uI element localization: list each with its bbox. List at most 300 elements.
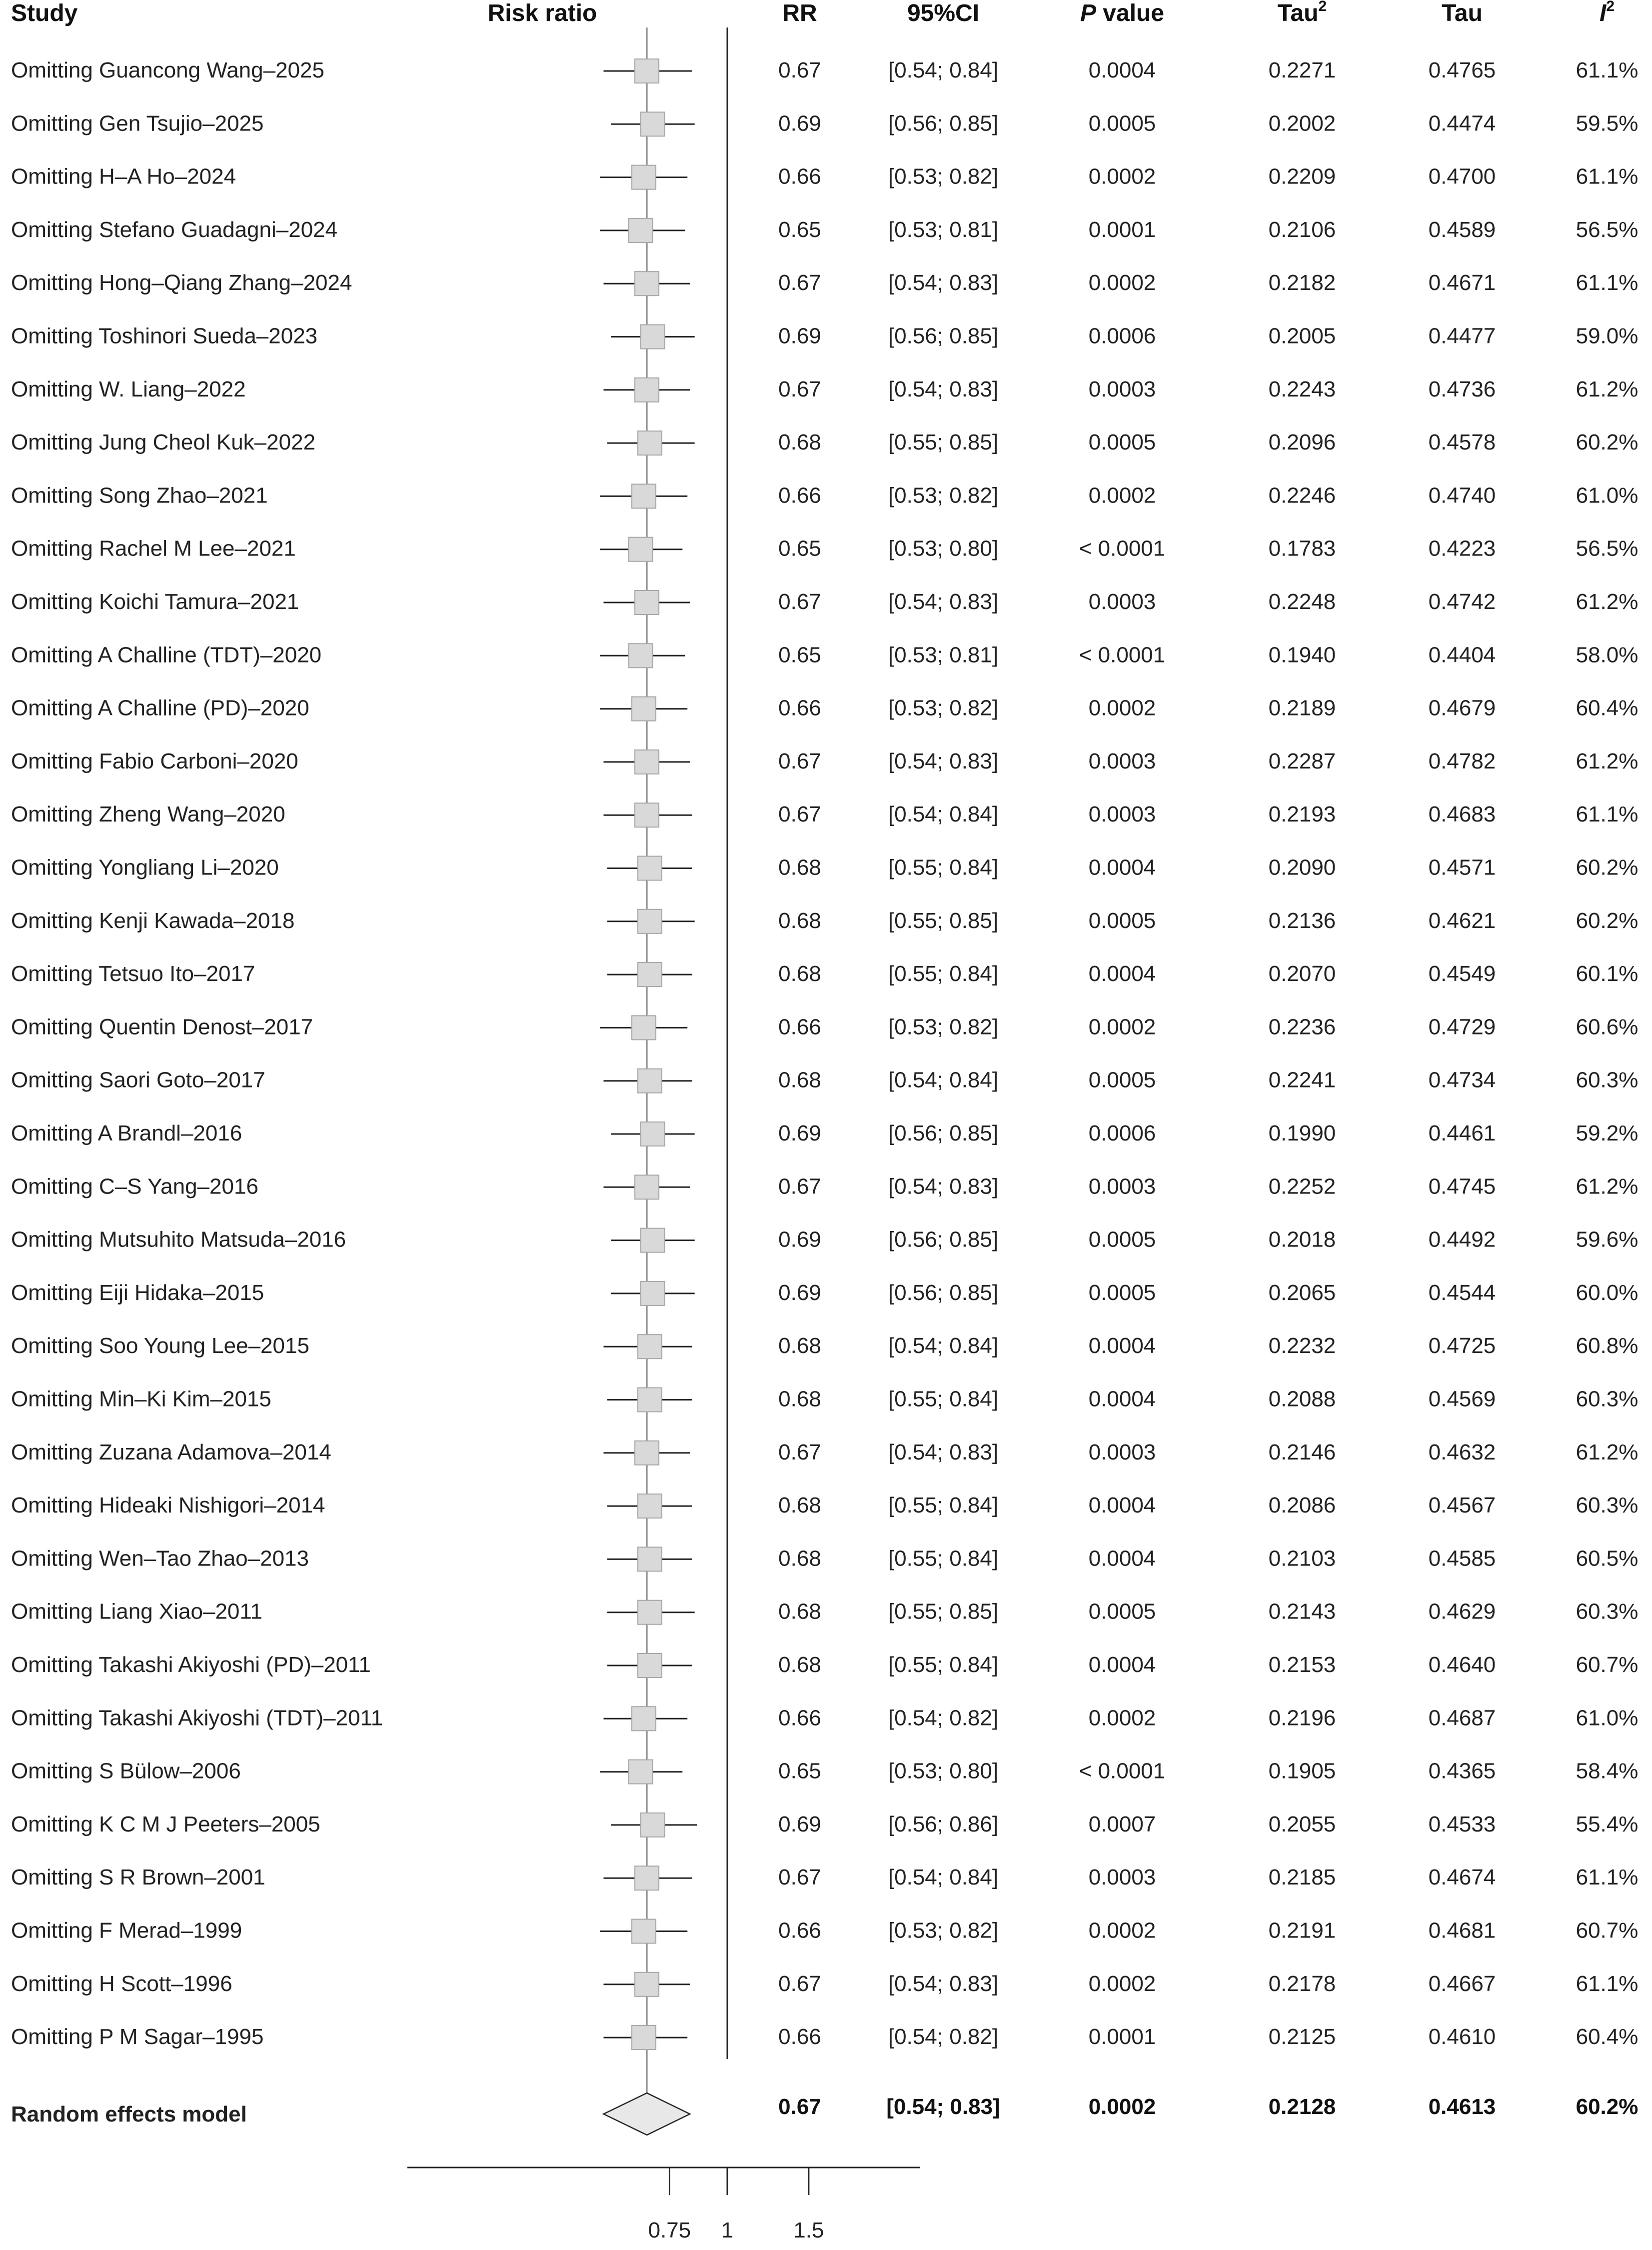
ci-value: [0.54; 0.83] [888,590,999,614]
tau-value: 0.4740 [1428,483,1496,508]
rr-value: 0.67 [778,58,821,82]
ci-value: [0.53; 0.81] [888,642,999,668]
x-tick-label: 1 [721,2218,734,2242]
tau2-value: 0.2090 [1268,855,1336,880]
rr-value: 0.67 [778,1174,821,1199]
p-value: 0.0005 [1088,1227,1156,1252]
tau2-value: 0.2106 [1268,217,1336,242]
i2-value: 60.0% [1576,1280,1639,1305]
tau-value: 0.4578 [1428,430,1496,455]
effect-box [638,1388,662,1412]
header-study: Study [11,0,78,26]
effect-box [638,1600,662,1624]
i2-value: 61.2% [1576,1440,1639,1464]
study-label: Omitting W. Liang–2022 [11,376,246,402]
effect-box [632,1706,656,1730]
ci-value: [0.54; 0.83] [888,1971,999,1996]
study-row [11,1759,1638,1784]
effect-box [635,1175,659,1199]
effect-box [641,1228,665,1252]
rr-value: 0.67 [778,1440,821,1464]
ci-value: [0.56; 0.85] [888,1280,999,1305]
i2-value: 61.1% [1576,58,1639,82]
ci-value: [0.54; 0.84] [888,802,999,827]
ci-value: [0.53; 0.80] [888,1758,999,1784]
tau-value: 0.4745 [1428,1174,1496,1199]
tau-value: 0.4544 [1428,1280,1496,1305]
p-value: 0.0006 [1088,324,1156,348]
study-row [11,696,1638,721]
p-value: 0.0002 [1088,1971,1156,1996]
ci-value: [0.55; 0.85] [888,1599,999,1624]
study-label: Omitting Gen Tsujio–2025 [11,111,264,136]
i2-value: 60.2% [1576,430,1639,455]
ci-value: [0.53; 0.80] [888,536,999,561]
tau2-value: 0.1905 [1268,1758,1336,1784]
i2-value: 60.7% [1576,1652,1639,1677]
study-label: Omitting Hong–Qiang Zhang–2024 [11,270,352,296]
summary-tau: 0.4613 [1428,2094,1496,2119]
p-value: 0.0005 [1088,111,1156,136]
tau2-value: 0.2070 [1268,962,1336,986]
study-row [11,483,1638,508]
effect-box [638,910,662,934]
ci-value: [0.53; 0.82] [888,696,999,720]
study-label: Omitting Toshinori Sueda–2023 [11,324,318,348]
ci-value: [0.54; 0.84] [888,1865,999,1890]
rr-value: 0.68 [778,1386,821,1412]
p-value: 0.0002 [1088,1014,1156,1040]
header-rr: RR [782,0,817,26]
p-value: 0.0001 [1088,217,1156,242]
p-value: 0.0006 [1088,1121,1156,1146]
study-label: Omitting Fabio Carboni–2020 [11,748,298,774]
tau-value: 0.4621 [1428,908,1496,933]
tau-value: 0.4640 [1428,1652,1496,1677]
tau-value: 0.4742 [1428,590,1496,614]
summary-tau2: 0.2128 [1268,2094,1336,2119]
i2-value: 59.0% [1576,324,1639,348]
tau2-value: 0.1783 [1268,536,1336,561]
rr-value: 0.68 [778,1493,821,1518]
p-value: 0.0004 [1088,1334,1156,1358]
tau-value: 0.4365 [1428,1758,1496,1784]
i2-value: 61.0% [1576,483,1639,508]
i2-value: 56.5% [1576,217,1639,242]
summary-row [11,2093,1638,2135]
effect-box [635,750,659,774]
rr-value: 0.67 [778,376,821,402]
study-label: Omitting Tetsuo Ito–2017 [11,962,255,986]
study-row [11,218,1638,242]
study-row [11,58,1638,83]
tau2-value: 0.2209 [1268,164,1336,189]
tau-value: 0.4667 [1428,1971,1496,1996]
ci-value: [0.54; 0.84] [888,58,999,82]
header-risk-ratio: Risk ratio [487,0,597,26]
study-row [11,802,1638,827]
p-value: 0.0002 [1088,696,1156,720]
i2-value: 61.1% [1576,1865,1639,1890]
summary-diamond [603,2093,690,2135]
p-value: 0.0005 [1088,430,1156,455]
ci-value: [0.56; 0.86] [888,1812,999,1836]
effect-box [641,1813,665,1837]
study-row [11,1865,1638,1890]
study-label: Omitting A Brandl–2016 [11,1121,242,1146]
effect-box [629,1760,653,1784]
tau-value: 0.4632 [1428,1440,1496,1464]
study-label: Omitting Takashi Akiyoshi (TDT)–2011 [11,1706,383,1730]
tau2-value: 0.2189 [1268,696,1336,720]
effect-box [629,538,653,562]
tau2-value: 0.2002 [1268,111,1336,136]
ci-value: [0.55; 0.84] [888,1652,999,1677]
i2-value: 60.3% [1576,1386,1639,1412]
p-value: 0.0004 [1088,1546,1156,1571]
x-tick-label: 0.75 [648,2218,691,2242]
tau2-value: 0.2103 [1268,1546,1336,1571]
study-label: Omitting Mutsuhito Matsuda–2016 [11,1227,346,1252]
ci-value: [0.53; 0.81] [888,217,999,242]
p-value: 0.0005 [1088,1068,1156,1092]
study-row [11,1387,1638,1412]
effect-box [635,378,659,402]
p-value: 0.0003 [1088,590,1156,614]
i2-value: 61.1% [1576,1971,1639,1996]
tau-value: 0.4571 [1428,855,1496,880]
effect-box [641,1122,665,1146]
p-value: 0.0003 [1088,748,1156,774]
summary-p: 0.0002 [1088,2094,1156,2119]
effect-box [635,272,659,296]
tau-value: 0.4404 [1428,642,1496,668]
study-label: Omitting Saori Goto–2017 [11,1068,265,1092]
tau2-value: 0.2271 [1268,58,1336,82]
study-row [11,377,1638,402]
study-label: Omitting Soo Young Lee–2015 [11,1334,309,1358]
study-row [11,430,1638,455]
tau-value: 0.4629 [1428,1599,1496,1624]
tau2-value: 0.2232 [1268,1334,1336,1358]
p-value: 0.0004 [1088,1386,1156,1412]
study-row [11,1014,1638,1040]
summary-i2: 60.2% [1576,2094,1639,2119]
study-row [11,749,1638,774]
ci-value: [0.55; 0.84] [888,1493,999,1518]
effect-box [641,112,665,136]
study-label: Omitting Zheng Wang–2020 [11,802,285,827]
tau2-value: 0.2086 [1268,1493,1336,1518]
study-label: Omitting P M Sagar–1995 [11,2024,264,2050]
study-row [11,856,1638,880]
p-value: 0.0003 [1088,1440,1156,1464]
effect-box [632,2026,656,2050]
ci-value: [0.54; 0.84] [888,1068,999,1092]
study-label: Omitting Kenji Kawada–2018 [11,908,295,933]
tau2-value: 0.2055 [1268,1812,1336,1836]
rr-value: 0.66 [778,483,821,508]
i2-value: 60.8% [1576,1334,1639,1358]
study-row [11,1706,1638,1730]
i2-value: 60.3% [1576,1599,1639,1624]
rr-value: 0.69 [778,1812,821,1836]
study-label: Omitting S R Brown–2001 [11,1865,265,1890]
study-label: Omitting Koichi Tamura–2021 [11,590,299,614]
p-value: 0.0005 [1088,1599,1156,1624]
rr-value: 0.67 [778,1865,821,1890]
study-row [11,164,1638,190]
ci-value: [0.54; 0.82] [888,1706,999,1730]
p-value: 0.0004 [1088,1652,1156,1677]
tau2-value: 0.2088 [1268,1386,1336,1412]
study-label: Omitting Yongliang Li–2020 [11,855,279,880]
tau-value: 0.4569 [1428,1386,1496,1412]
study-label: Omitting Quentin Denost–2017 [11,1014,313,1040]
tau-value: 0.4533 [1428,1812,1496,1836]
tau2-value: 0.2125 [1268,2024,1336,2050]
tau2-value: 0.2248 [1268,590,1336,614]
summary-ci: [0.54; 0.83] [886,2094,1000,2119]
tau2-value: 0.2287 [1268,748,1336,774]
study-label: Omitting Eiji Hidaka–2015 [11,1280,264,1305]
ci-value: [0.56; 0.85] [888,111,999,136]
effect-box [638,1069,662,1093]
header-p-value: P value [1080,0,1165,26]
tau-value: 0.4782 [1428,748,1496,774]
tau-value: 0.4681 [1428,1918,1496,1943]
ci-value: [0.53; 0.82] [888,164,999,189]
study-row [11,1972,1638,1996]
study-row [11,590,1638,614]
effect-box [632,1016,656,1040]
rr-value: 0.67 [778,270,821,296]
i2-value: 60.3% [1576,1068,1639,1092]
p-value: 0.0003 [1088,802,1156,827]
i2-value: 61.1% [1576,270,1639,296]
ci-value: [0.53; 0.82] [888,1918,999,1943]
i2-value: 61.2% [1576,1174,1639,1199]
study-label: Omitting S Bülow–2006 [11,1758,241,1784]
header-tau2: Tau$^2$ [1277,0,1327,26]
study-label: Omitting Takashi Akiyoshi (PD)–2011 [11,1652,371,1677]
ci-value: [0.54; 0.82] [888,2024,999,2050]
ci-value: [0.54; 0.83] [888,376,999,402]
tau2-value: 0.2146 [1268,1440,1336,1464]
study-row [11,642,1638,668]
tau-value: 0.4671 [1428,270,1496,296]
study-label: Omitting H Scott–1996 [11,1971,232,1996]
study-label: Omitting A Challine (TDT)–2020 [11,642,322,668]
tau2-value: 0.2185 [1268,1865,1336,1890]
study-label: Omitting C–S Yang–2016 [11,1174,258,1199]
ci-value: [0.55; 0.84] [888,1386,999,1412]
study-label: Omitting Zuzana Adamova–2014 [11,1440,331,1464]
i2-value: 59.2% [1576,1121,1639,1146]
header-i2: $I^2$ [1599,0,1615,26]
tau-value: 0.4736 [1428,376,1496,402]
tau2-value: 0.1990 [1268,1121,1336,1146]
tau2-value: 0.1940 [1268,642,1336,668]
effect-box [641,325,665,349]
effect-box [629,644,653,668]
i2-value: 60.7% [1576,1918,1639,1943]
tau-value: 0.4492 [1428,1227,1496,1252]
study-row [11,324,1638,349]
i2-value: 59.6% [1576,1227,1639,1252]
i2-value: 55.4% [1576,1812,1639,1836]
rr-value: 0.66 [778,1014,821,1040]
i2-value: 60.4% [1576,2024,1639,2050]
ci-value: [0.54; 0.83] [888,748,999,774]
tau2-value: 0.2005 [1268,324,1336,348]
p-value: 0.0004 [1088,1493,1156,1518]
tau-value: 0.4683 [1428,802,1496,827]
study-row [11,536,1638,562]
p-value: 0.0002 [1088,1706,1156,1730]
tau-value: 0.4734 [1428,1068,1496,1092]
i2-value: 60.2% [1576,908,1639,933]
rr-value: 0.68 [778,1334,821,1358]
effect-box [638,1494,662,1518]
p-value: 0.0002 [1088,164,1156,189]
effect-box [638,1654,662,1678]
rr-value: 0.68 [778,1599,821,1624]
ci-value: [0.56; 0.85] [888,1121,999,1146]
i2-value: 60.1% [1576,962,1639,986]
effect-box [635,590,659,614]
study-row [11,1280,1638,1306]
effect-box [638,962,662,986]
i2-value: 59.5% [1576,111,1639,136]
effect-box [638,1547,662,1571]
i2-value: 61.2% [1576,748,1639,774]
i2-value: 61.2% [1576,590,1639,614]
ci-value: [0.53; 0.82] [888,483,999,508]
study-row [11,1546,1638,1571]
tau2-value: 0.2241 [1268,1068,1336,1092]
header-tau: Tau [1442,0,1483,26]
study-label: Omitting Min–Ki Kim–2015 [11,1386,271,1412]
effect-box [635,1866,659,1890]
tau2-value: 0.2136 [1268,908,1336,933]
effect-box [638,856,662,880]
rr-value: 0.69 [778,1121,821,1146]
rr-value: 0.67 [778,802,821,827]
rr-value: 0.66 [778,2024,821,2050]
tau2-value: 0.2182 [1268,270,1336,296]
i2-value: 60.3% [1576,1493,1639,1518]
study-row [11,1228,1638,1252]
tau2-value: 0.2191 [1268,1918,1336,1943]
tau-value: 0.4725 [1428,1334,1496,1358]
rr-value: 0.68 [778,855,821,880]
ci-value: [0.55; 0.84] [888,1546,999,1571]
tau-value: 0.4567 [1428,1493,1496,1518]
study-row [11,1068,1638,1093]
rr-value: 0.67 [778,748,821,774]
p-value: 0.0003 [1088,1865,1156,1890]
ci-value: [0.54; 0.84] [888,1334,999,1358]
tau-value: 0.4610 [1428,2024,1496,2050]
tau2-value: 0.2196 [1268,1706,1336,1730]
effect-box [635,1972,659,1996]
study-row [11,1440,1638,1465]
effect-box [635,1441,659,1465]
p-value: 0.0002 [1088,483,1156,508]
i2-value: 60.2% [1576,855,1639,880]
rr-value: 0.65 [778,217,821,242]
rr-value: 0.65 [778,536,821,561]
study-row [11,270,1638,296]
i2-value: 58.0% [1576,642,1639,668]
rr-value: 0.66 [778,1706,821,1730]
rr-value: 0.65 [778,642,821,668]
i2-value: 60.5% [1576,1546,1639,1571]
tau-value: 0.4549 [1428,962,1496,986]
rr-value: 0.67 [778,1971,821,1996]
i2-value: 61.1% [1576,802,1639,827]
study-label: Omitting A Challine (PD)–2020 [11,696,309,720]
rr-value: 0.69 [778,1227,821,1252]
study-label: Omitting K C M J Peeters–2005 [11,1812,320,1836]
ci-value: [0.54; 0.83] [888,1440,999,1464]
rr-value: 0.67 [778,590,821,614]
tau-value: 0.4474 [1428,111,1496,136]
effect-box [632,1920,656,1944]
tau-value: 0.4674 [1428,1865,1496,1890]
tau2-value: 0.2153 [1268,1652,1336,1677]
tau-value: 0.4700 [1428,164,1496,189]
column-header-row [11,0,1615,26]
study-row [11,1812,1638,1837]
p-value: 0.0004 [1088,855,1156,880]
x-axis [407,2168,920,2242]
study-label: Omitting Song Zhao–2021 [11,483,268,508]
tau-value: 0.4765 [1428,58,1496,82]
rr-value: 0.68 [778,908,821,933]
i2-value: 58.4% [1576,1758,1639,1784]
p-value: 0.0007 [1088,1812,1156,1836]
i2-value: 61.0% [1576,1706,1639,1730]
effect-box [635,59,659,83]
study-label: Omitting H–A Ho–2024 [11,164,236,189]
study-row [11,1493,1638,1518]
effect-box [635,803,659,827]
summary-label: Random effects model [11,2102,247,2126]
study-label: Omitting Hideaki Nishigori–2014 [11,1493,325,1518]
ci-value: [0.54; 0.83] [888,1174,999,1199]
rr-value: 0.66 [778,164,821,189]
tau-value: 0.4589 [1428,217,1496,242]
effect-box [638,1334,662,1358]
tau-value: 0.4679 [1428,696,1496,720]
ci-value: [0.56; 0.85] [888,324,999,348]
i2-value: 56.5% [1576,536,1639,561]
ci-value: [0.55; 0.84] [888,962,999,986]
rr-value: 0.66 [778,696,821,720]
effect-box [641,1282,665,1306]
tau-value: 0.4477 [1428,324,1496,348]
study-label: Omitting Guancong Wang–2025 [11,58,324,82]
tau2-value: 0.2143 [1268,1599,1336,1624]
p-value: < 0.0001 [1079,642,1166,668]
study-row [11,1918,1638,1944]
rr-value: 0.69 [778,111,821,136]
ci-value: [0.56; 0.85] [888,1227,999,1252]
tau-value: 0.4687 [1428,1706,1496,1730]
i2-value: 60.6% [1576,1014,1639,1040]
